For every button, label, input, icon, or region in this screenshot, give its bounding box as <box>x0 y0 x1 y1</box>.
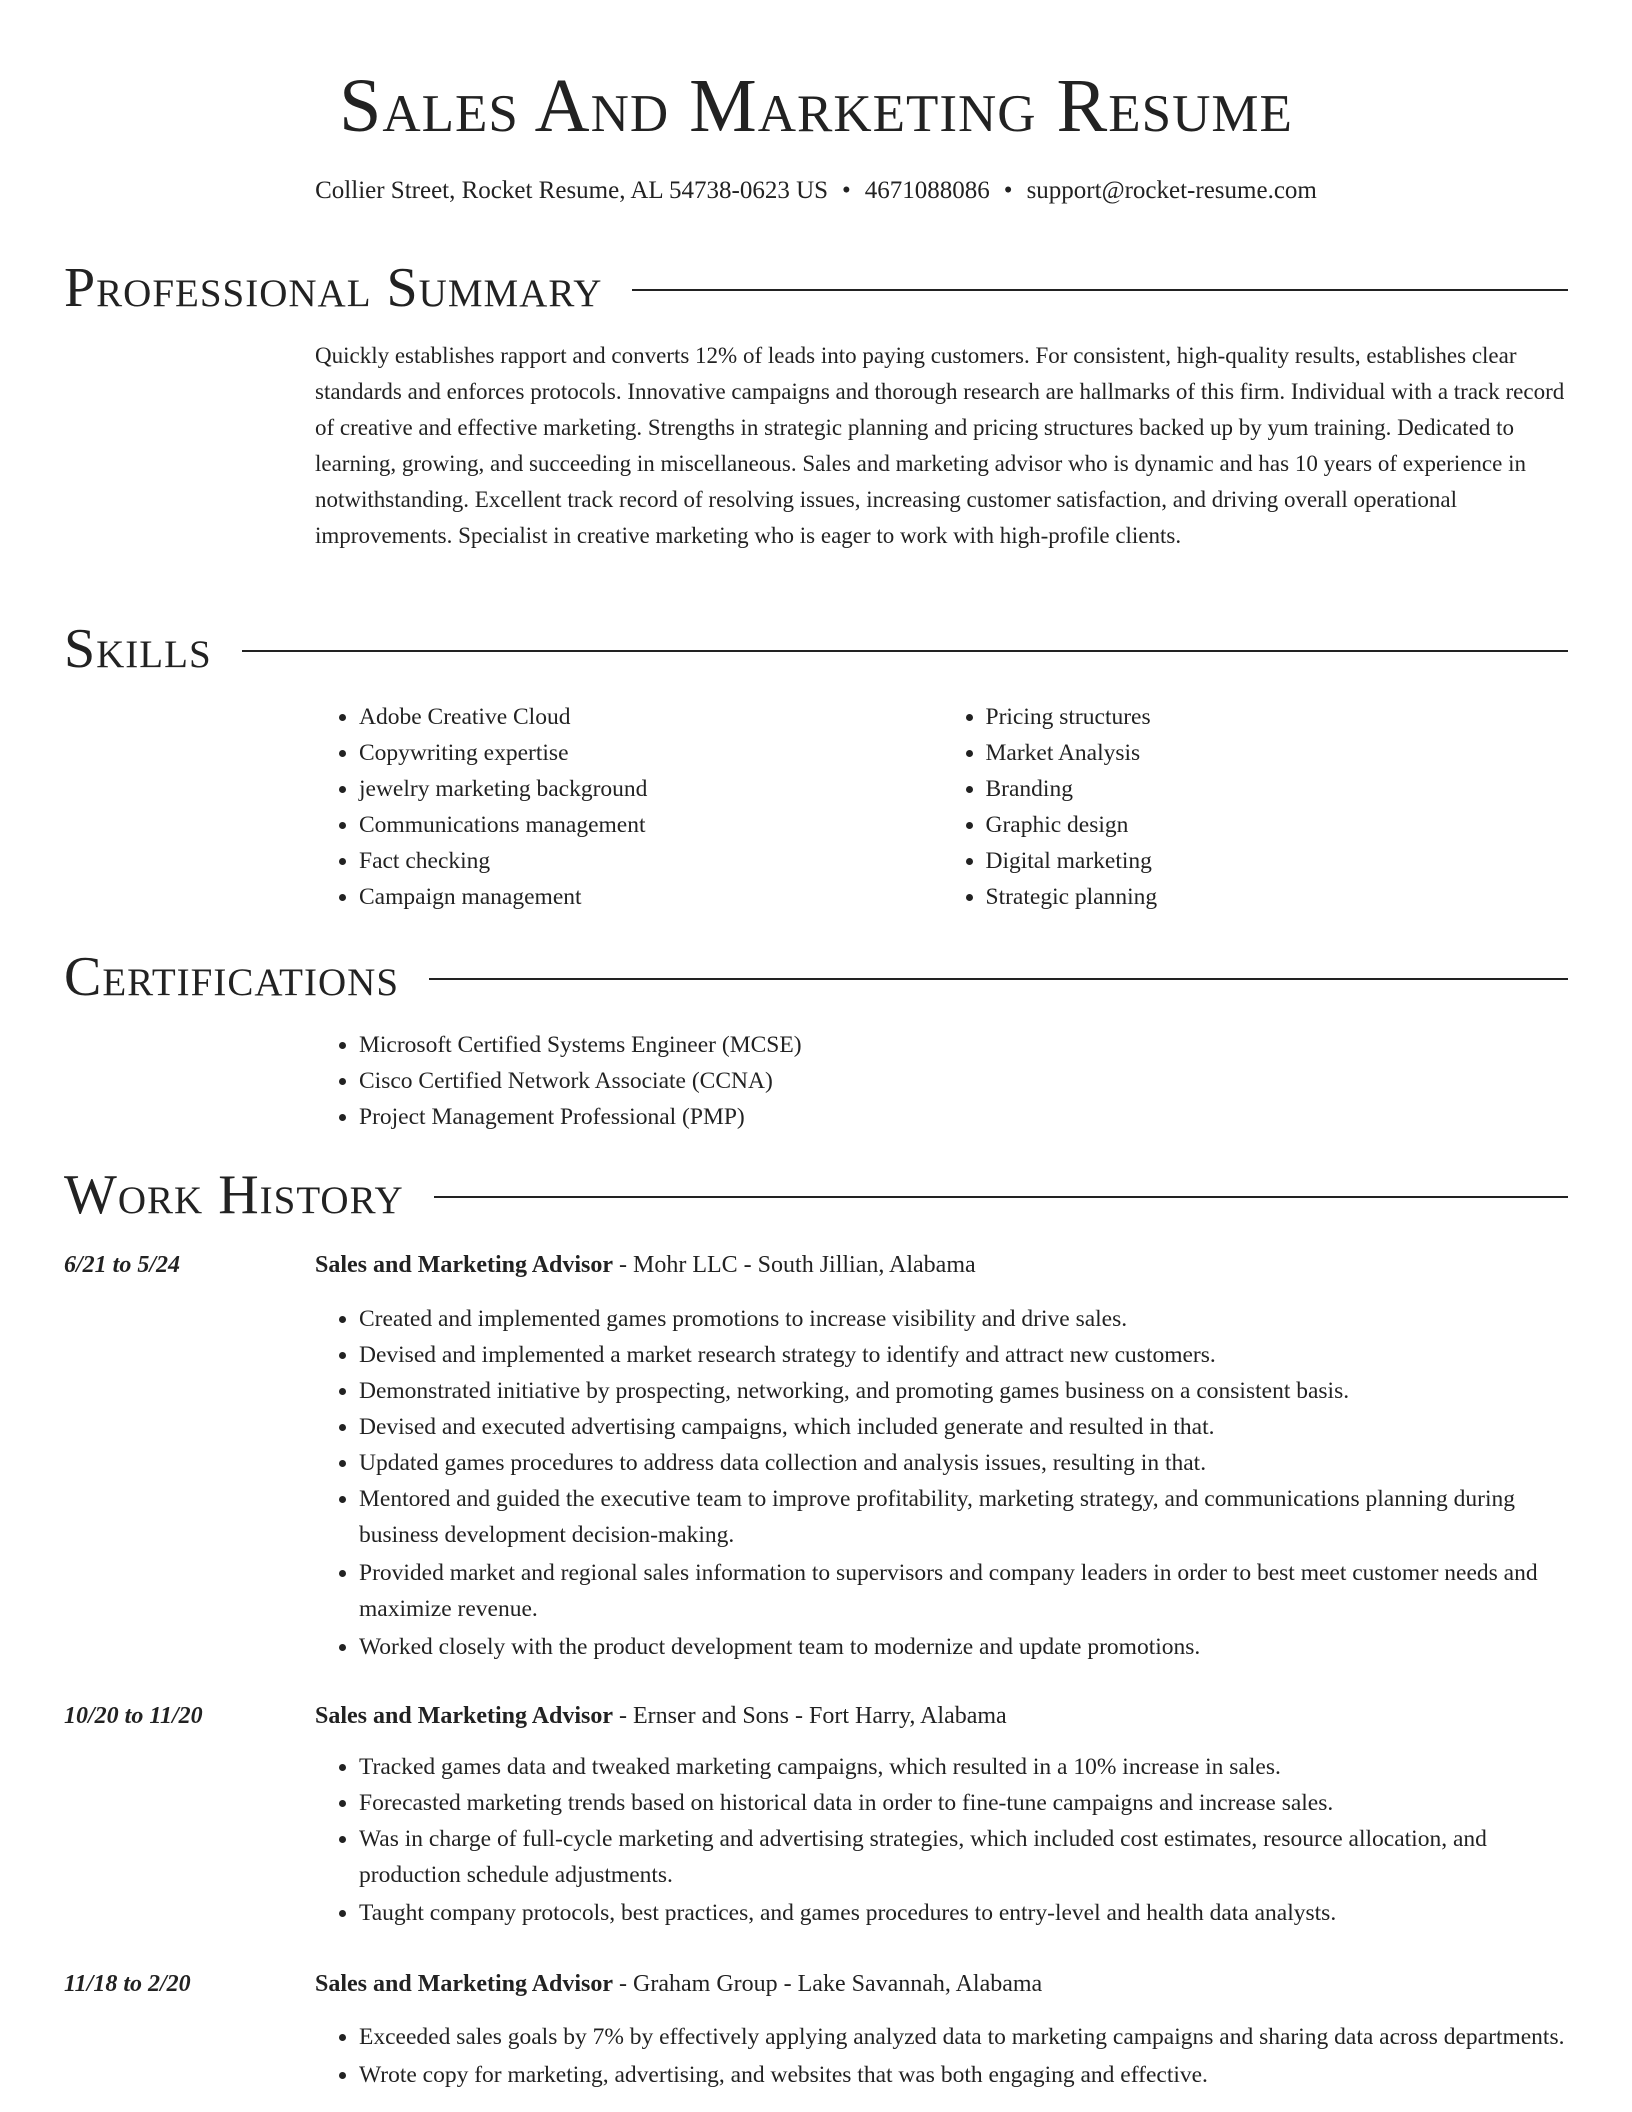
skills-heading: Skills <box>64 618 212 680</box>
skill-item: • Graphic design <box>986 807 1569 843</box>
job-company-location: - Ernser and Sons - Fort Harry, Alabama <box>613 1703 1007 1729</box>
job-bullets <box>315 1749 1568 1931</box>
skills-list-left <box>315 699 942 915</box>
section-divider <box>429 978 1568 980</box>
skill-item: • Copywriting expertise <box>359 735 942 771</box>
job-bullet: • Devised and implemented a market research strategy to identify and attract new customers. <box>359 1337 1568 1373</box>
job-dates: 10/20 to 11/20 <box>64 1703 203 1729</box>
contact-address: Collier Street, Rocket Resume, AL 54738-0623 US <box>315 177 829 204</box>
job-title: Sales and Marketing Advisor <box>315 1703 614 1729</box>
job-bullet: • Demonstrated initiative by prospecting, networking, and promoting games business on a consistent basis. <box>359 1373 1568 1409</box>
certifications-heading: Certifications <box>64 946 400 1008</box>
job-title-line <box>315 1966 1568 2002</box>
job-bullet: • Mentored and guided the executive team to improve profitability, marketing strategy, and communications planning during business development decision-making. <box>359 1481 1568 1553</box>
contact-email: support@rocket-resume.com <box>1026 177 1317 204</box>
certification-item: • Project Management Professional (PMP) <box>359 1099 1568 1135</box>
job-bullet: • Created and implemented games promotions to increase visibility and drive sales. <box>359 1301 1568 1337</box>
skill-item: • jewelry marketing background <box>359 771 942 807</box>
summary-body <box>315 338 1568 554</box>
skill-item: • Market Analysis <box>986 735 1569 771</box>
skills-list-right <box>942 699 1569 915</box>
job-bullets <box>315 1301 1568 1665</box>
skills-section-header <box>64 617 1568 681</box>
job-bullet: • Exceeded sales goals by 7% by effectively applying analyzed data to marketing campaigns and sharing data across departments. <box>359 2019 1568 2055</box>
certifications-section-header <box>64 945 1568 1009</box>
section-divider <box>434 1196 1568 1198</box>
contact-phone: 4671088086 <box>864 177 990 204</box>
job-title: Sales and Marketing Advisor <box>315 1252 614 1278</box>
job-title-line <box>315 1247 1568 1283</box>
contact-separator: • <box>842 177 851 204</box>
job-dates: 6/21 to 5/24 <box>64 1252 181 1278</box>
skill-item: • Communications management <box>359 807 942 843</box>
skill-item: • Digital marketing <box>986 843 1569 879</box>
job-company-location: - Graham Group - Lake Savannah, Alabama <box>613 1971 1043 1997</box>
summary-section-header <box>64 256 1568 320</box>
skill-item: • Branding <box>986 771 1569 807</box>
summary-text: Quickly establishes rapport and converts 12% of leads into paying customers. For consistent, high-quality results, establishes clear standards and enforces protocols. Innovative campaigns and thorough research are hallmarks of this firm. Individual with a track record of creative and effective marketing. Strengths in strategic planning and pricing structures backed up by yum training. Dedicated to learning, growing, and succeeding in miscellaneous. Sales and marketing advisor who is dynamic and has 10 years of experience in notwithstanding. Excellent track record of resolving issues, increasing customer satisfaction, and driving overall operational improvements. Specialist in creative marketing who is eager to work with high-profile clients. <box>315 343 1565 548</box>
summary-heading: Professional Summary <box>64 257 603 319</box>
job-bullet: • Updated games procedures to address data collection and analysis issues, resulting in that. <box>359 1445 1568 1481</box>
contact-line <box>0 174 1632 208</box>
section-divider <box>632 289 1568 291</box>
skills-body <box>315 699 1568 915</box>
job-bullet: • Tracked games data and tweaked marketing campaigns, which resulted in a 10% increase in sales. <box>359 1749 1568 1785</box>
certification-item: • Microsoft Certified Systems Engineer (MCSE) <box>359 1027 1568 1063</box>
job-company-location: - Mohr LLC - South Jillian, Alabama <box>613 1252 976 1278</box>
skill-item: • Strategic planning <box>986 879 1569 915</box>
job-bullets <box>315 2019 1568 2093</box>
skill-item: • Fact checking <box>359 843 942 879</box>
skill-item: • Adobe Creative Cloud <box>359 699 942 735</box>
section-divider <box>242 650 1568 652</box>
job-title-line <box>315 1698 1568 1734</box>
job-bullet: • Wrote copy for marketing, advertising, and websites that was both engaging and effective. <box>359 2057 1568 2093</box>
work-heading: Work History <box>64 1164 404 1226</box>
certifications-body <box>315 1027 1568 1135</box>
job-bullet: • Taught company protocols, best practices, and games procedures to entry-level and health data analysts. <box>359 1895 1568 1931</box>
job-bullet: • Forecasted marketing trends based on historical data in order to fine-tune campaigns and increase sales. <box>359 1785 1568 1821</box>
job-bullet: • Was in charge of full-cycle marketing and advertising strategies, which included cost estimates, resource allocation, and production schedule adjustments. <box>359 1821 1568 1893</box>
job-bullet: • Provided market and regional sales information to supervisors and company leaders in order to best meet customer needs and maximize revenue. <box>359 1555 1568 1627</box>
job-title: Sales and Marketing Advisor <box>315 1971 614 1997</box>
skill-item: • Pricing structures <box>986 699 1569 735</box>
job-bullet: • Worked closely with the product development team to modernize and update promotions. <box>359 1629 1568 1665</box>
skill-item: • Campaign management <box>359 879 942 915</box>
job-bullet: • Devised and executed advertising campaigns, which included generate and resulted in that. <box>359 1409 1568 1445</box>
certifications-list <box>315 1027 1568 1135</box>
resume-title: Sales And Marketing Resume <box>339 64 1293 148</box>
certification-item: • Cisco Certified Network Associate (CCNA) <box>359 1063 1568 1099</box>
work-section-header <box>64 1163 1568 1227</box>
job-dates: 11/18 to 2/20 <box>64 1971 191 1997</box>
contact-separator: • <box>1003 177 1013 204</box>
